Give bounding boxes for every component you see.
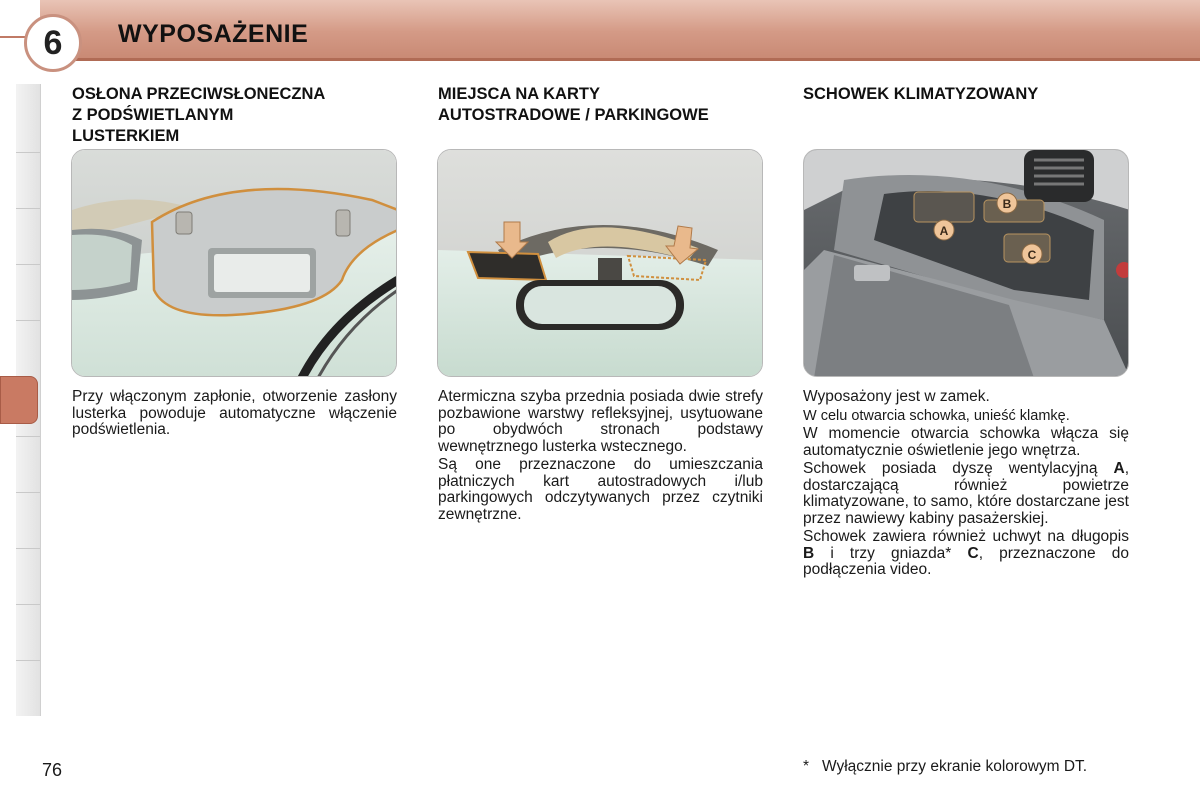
tab-divider bbox=[16, 152, 40, 153]
paragraph: Są one przeznaczone do umieszczania płatniczych kart autostradowych i/lub parkingowych odczytywanych przez czytniki zewnętrzne. bbox=[438, 456, 763, 523]
paragraph-vent bbox=[803, 461, 1129, 527]
paragraph-pen-holder bbox=[803, 529, 1129, 579]
chapter-tab-active[interactable] bbox=[0, 376, 38, 424]
title-line: AUTOSTRADOWE / PARKINGOWE bbox=[438, 106, 709, 124]
callout-c: C bbox=[1027, 248, 1037, 262]
label-a: A bbox=[1113, 460, 1125, 477]
section-body-glovebox bbox=[803, 389, 1129, 581]
glovebox-illustration bbox=[803, 149, 1129, 377]
footnote: * Wyłącznie przy ekranie kolorowym DT. bbox=[803, 758, 1088, 775]
title-line: Z PODŚWIETLANYM bbox=[72, 106, 234, 124]
paragraph: Atermiczna szyba przednia posiada dwie strefy pozbawione warstwy refleksyjnej, usytuowane po obydwóch stronach podstawy wewnętrznego lusterka wstecznego. bbox=[438, 388, 763, 455]
paragraph: W momencie otwarcia schowka włącza się automatycznie oświetlenie jego wnętrza. bbox=[803, 425, 1129, 459]
section-title-sun-visor bbox=[72, 84, 412, 147]
tab-divider bbox=[16, 264, 40, 265]
text-run: i trzy gniazda* bbox=[814, 544, 968, 562]
chapter-badge: 6 bbox=[24, 14, 82, 72]
label-c: C bbox=[967, 544, 979, 562]
tab-divider bbox=[16, 320, 40, 321]
callout-a: A bbox=[939, 224, 949, 238]
section-body-toll-cards bbox=[438, 389, 763, 525]
section-title-toll-cards bbox=[438, 84, 778, 126]
tab-divider bbox=[16, 604, 40, 605]
callout-b: B bbox=[1002, 197, 1012, 211]
title-line: LUSTERKIEM bbox=[72, 127, 180, 145]
sun-visor-illustration bbox=[71, 149, 397, 377]
section-body-sun-visor bbox=[72, 389, 397, 441]
text-run: , przeznaczone do podłączenia video. bbox=[803, 544, 1130, 578]
tab-divider bbox=[16, 492, 40, 493]
text-run: , dostarczającą również powietrze klimatyzowane, to samo, które dostarczane jest przez nawiewy kabiny pasażerskiej. bbox=[803, 460, 1129, 527]
label-b: B bbox=[803, 544, 815, 562]
title-line: SCHOWEK KLIMATYZOWANY bbox=[803, 85, 1039, 103]
page-number: 76 bbox=[42, 760, 63, 780]
windshield-zones-illustration bbox=[437, 149, 763, 377]
page-title: WYPOSAŻENIE bbox=[118, 20, 309, 48]
tab-divider bbox=[16, 436, 40, 437]
title-line: OSŁONA PRZECIWSŁONECZNA bbox=[72, 85, 326, 103]
text-run: Schowek posiada dyszę wentylacyjną bbox=[803, 460, 1114, 477]
section-title-glovebox bbox=[803, 84, 1143, 105]
paragraph: Przy włączonym zapłonie, otworzenie zasłony lusterka powoduje automatyczne włączenie podświetlenia. bbox=[72, 388, 397, 438]
tab-divider bbox=[16, 208, 40, 209]
text-run: Schowek zawiera również uchwyt na długopis bbox=[803, 528, 1129, 545]
tab-divider bbox=[16, 660, 40, 661]
tab-divider bbox=[16, 548, 40, 549]
title-line: MIEJSCA NA KARTY bbox=[438, 85, 600, 103]
paragraph: Wyposażony jest w zamek. bbox=[803, 388, 990, 405]
paragraph: W celu otwarcia schowka, unieść klamkę. bbox=[803, 407, 1070, 424]
